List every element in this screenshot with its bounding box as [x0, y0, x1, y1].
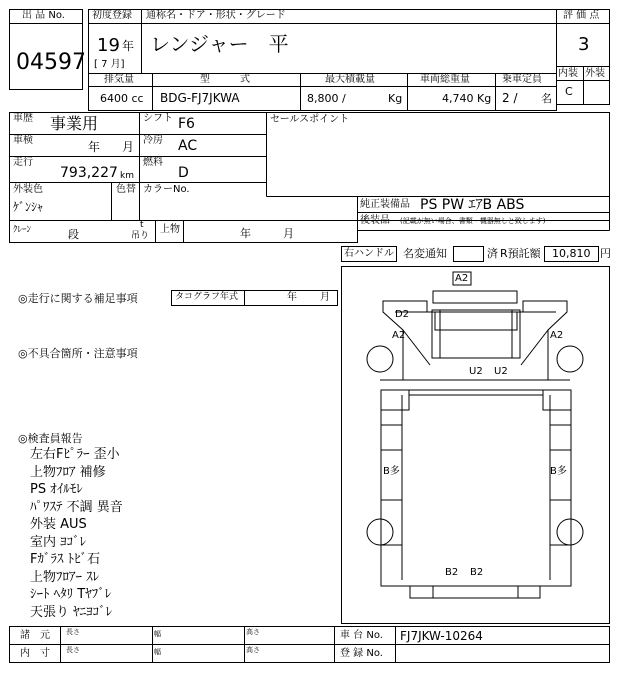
car-name-label: 通称名・ドア・形状・グレード [146, 10, 286, 21]
fuel-label: 燃料 [143, 157, 163, 168]
displacement-value: 6400 cc [100, 92, 144, 105]
year-unit: 年 [122, 39, 135, 53]
ac-value: AC [178, 138, 198, 154]
recycle-deposit-value: 10,810 [552, 247, 591, 260]
aftermarket-note: (記載が無い場合、書類・機器無しと致します) [400, 217, 546, 225]
mileage-label: 走行 [13, 157, 33, 168]
diagram-mark: A2 [392, 330, 406, 341]
inspector-notes-list [30, 448, 320, 623]
upper-month-unit: 月 [283, 227, 294, 240]
upper-year-unit: 年 [240, 227, 251, 240]
diagram-mark: B2 [445, 567, 459, 578]
inspector-note: 上物ﾌﾛｱｰ ｽﾚ [30, 569, 100, 585]
defects-label: ◎不具合箇所・注意事項 [18, 347, 138, 360]
diagram-mark: U2 [469, 366, 483, 377]
model-label: 型 式 [200, 74, 250, 85]
settled-label: 済 [487, 247, 498, 260]
history-value: 事業用 [50, 114, 99, 133]
score-value: 3 [578, 34, 590, 55]
capacity-label: 乗車定員 [502, 74, 542, 85]
inspector-note: ﾊﾟﾜｽﾃ 不調 異音 [30, 499, 123, 515]
inspector-note: Fｶﾞﾗｽ ﾄﾋﾞ石 [30, 552, 101, 567]
tachograph-year-unit: 年 [287, 292, 297, 303]
crane-label: ｸﾚｰﾝ [13, 225, 32, 235]
shift-value: F6 [178, 116, 195, 132]
chassis-label: 車 台 No. [340, 630, 383, 641]
crane-ton-unit: t [140, 220, 144, 230]
sales-point-label: セールスポイント [270, 114, 350, 125]
length-label: 長さ [66, 628, 80, 636]
crane-hang-unit: 吊り [131, 231, 150, 241]
inspection-month-unit: 月 [122, 140, 135, 154]
diagram-mark: U2 [494, 366, 508, 377]
max-load-value: 8,800 / [307, 92, 346, 105]
upper-body-label: 上物 [160, 224, 180, 235]
car-name: レンジャー 平 [150, 32, 289, 56]
inspector-note: 左右Fﾋﾟﾗｰ 歪小 [30, 447, 120, 462]
width-label: 幅 [154, 648, 161, 656]
model-value: BDG-FJ7JKWA [160, 91, 240, 105]
recycle-deposit-label: R預託額 [500, 247, 541, 260]
ext-color-value: ｹﾞﾝｼｬ [13, 200, 44, 214]
registration-label: 登 録 No. [340, 648, 383, 659]
ext-color-label: 外装色 [13, 184, 43, 195]
max-load-label: 最大積載量 [325, 74, 375, 85]
inspector-note: 室内 ﾖｺﾞﾚ [30, 534, 87, 550]
equipment-label: 純正装備品 [360, 199, 410, 210]
color-change-label: 色替 [116, 184, 136, 195]
interior-grade: C [565, 85, 573, 98]
yen-unit: 円 [600, 247, 611, 260]
diagram-mark: A2 [455, 273, 469, 284]
aftermarket-label: 後装品 [360, 215, 390, 226]
diagram-mark: A2 [550, 330, 564, 341]
mileage-value: 793,227 [60, 165, 118, 181]
max-load-unit: Kg [388, 92, 403, 105]
inspection-label: 車検 [13, 135, 33, 146]
history-label: 車歴 [13, 113, 33, 124]
capacity-unit: 名 [541, 92, 552, 105]
chassis-number: FJ7JKW-10264 [400, 629, 483, 643]
tachograph-month-unit: 月 [320, 292, 330, 303]
diagram-mark: B2 [470, 567, 484, 578]
gross-weight-label: 車両総重量 [420, 74, 470, 85]
first-reg-label: 初度登録 [92, 10, 132, 21]
interior-label: 内装 [558, 68, 578, 79]
diagram-mark: B多 [383, 466, 400, 477]
capacity-value: 2 / [502, 91, 518, 105]
ac-label: 冷房 [143, 135, 163, 146]
inspector-note: PS ｵｲﾙﾓﾚ [30, 482, 83, 497]
dimensions-label: 諸 元 [20, 630, 50, 641]
width-label: 幅 [154, 630, 161, 638]
color-code-label: カラーNo. [143, 184, 190, 195]
inspector-note: 天張り ﾔﾆﾖｺﾞﾚ [30, 604, 113, 620]
inspector-note: ｼｰﾄ ﾍﾀﾘ Tﾔﾌﾞﾚ [30, 587, 112, 602]
height-label: 高さ [246, 628, 260, 636]
inspector-note: 外装 AUS [30, 517, 87, 532]
mileage-unit: km [120, 171, 134, 181]
first-reg-year: 19 [97, 35, 120, 56]
truck-diagram [367, 272, 583, 598]
lot-number: 04597 [16, 50, 86, 75]
inspection-year-unit: 年 [88, 140, 101, 154]
rhd-label: 右ハンドル [344, 248, 394, 259]
exterior-label: 外装 [585, 68, 605, 79]
inner-dimensions-label: 内 寸 [20, 648, 50, 659]
fuel-value: D [178, 165, 189, 181]
inspector-label: ◎検査員報告 [18, 432, 83, 445]
lot-label: 出 品 No. [22, 10, 65, 21]
tachograph-label: タコグラフ年式 [175, 292, 239, 302]
gross-weight-value: 4,740 Kg [442, 92, 492, 105]
inspector-note: 上物ﾌﾛｱ 補修 [30, 464, 106, 480]
name-change-label: 名変通知 [403, 247, 447, 260]
shift-label: シフト [143, 113, 173, 124]
first-reg-month: [ 7 月] [94, 59, 125, 70]
equipment-value: PS PW ｴｱB ABS [420, 197, 525, 213]
height-label: 高さ [246, 646, 260, 654]
diagram-mark: D2 [395, 309, 410, 320]
diagram-mark: B多 [550, 466, 567, 477]
length-label: 長さ [66, 646, 80, 654]
crane-stage-unit: 段 [68, 228, 79, 241]
running-remarks-label: ◎走行に関する補足事項 [18, 292, 138, 305]
score-label: 評 価 点 [563, 10, 600, 21]
displacement-label: 排気量 [104, 74, 134, 85]
